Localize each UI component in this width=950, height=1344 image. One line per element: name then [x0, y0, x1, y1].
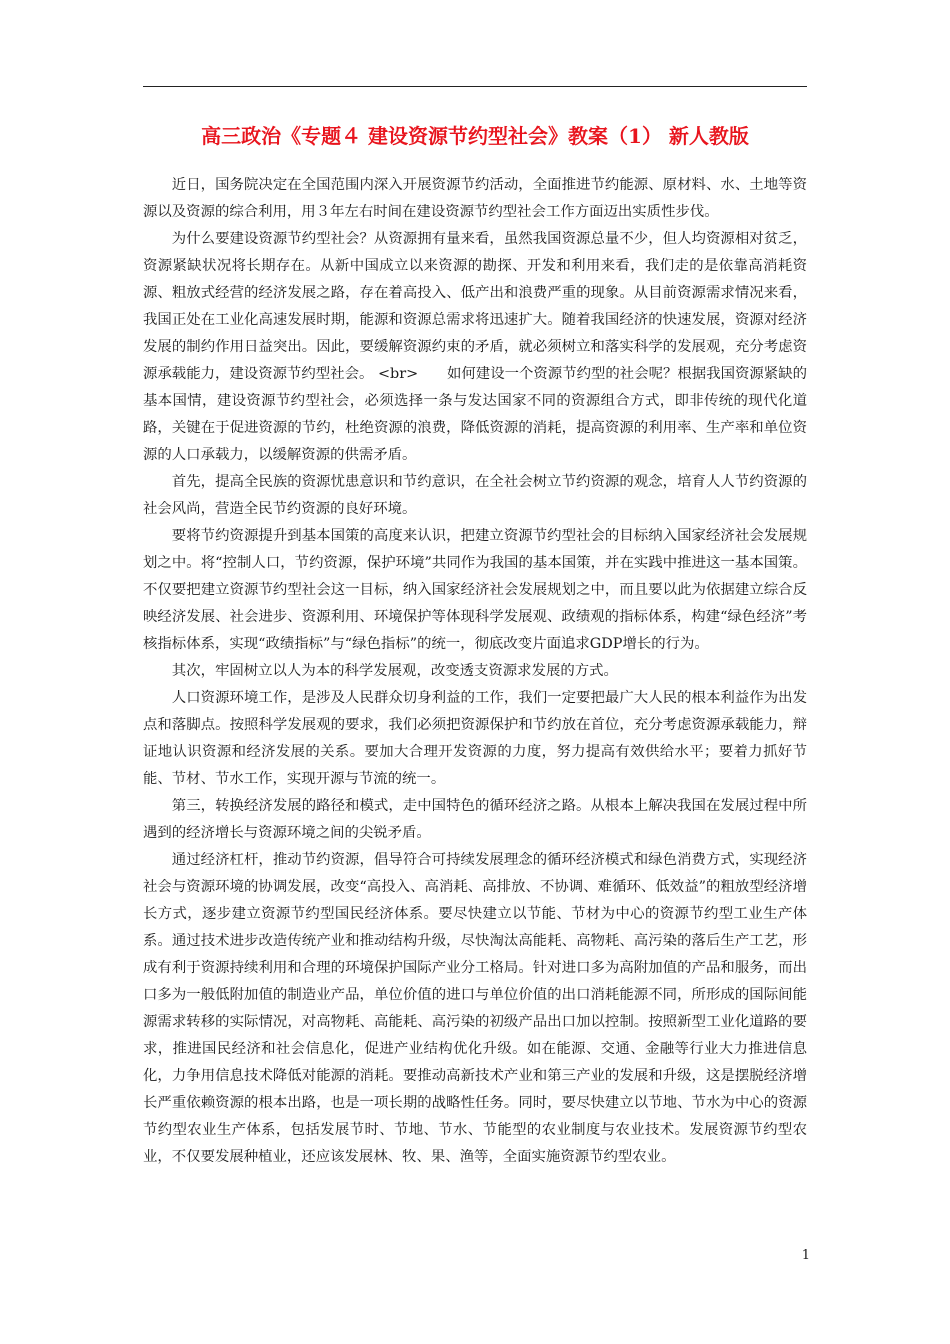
document-title: 高三政治《专题４ 建设资源节约型社会》教案（1） 新人教版: [201, 124, 749, 148]
paragraph-1: 近日，国务院决定在全国范围内深入开展资源节约活动，全面推进节约能源、原材料、水、土地等资源以及资源的综合利用，用３年左右时间在建设资源节约型社会工作方面迈出实质性步伐。: [143, 177, 807, 220]
paragraph-3: 首先，提高全民族的资源忧患意识和节约意识，在全社会树立节约资源的观念，培育人人节约资源的社会风尚，营造全民节约资源的良好环境。: [143, 474, 807, 517]
paragraph-8: 通过经济杠杆，推动节约资源，倡导符合可持续发展理念的循环经济模式和绿色消费方式，实现经济社会与资源环境的协调发展，改变“高投入、高消耗、高排放、不协调、难循环、低效益”的粗放型经济增长方式，逐步建立资源节约型国民经济体系。要尽快建立以节能、节材为中心的资源节约型工业生产体系。通过技术进步改造传统产业和推动结构升级，尽快淘汰高能耗、高物耗、高污染的落后生产工艺，形成有利于资源持续利用和合理的环境保护国际产业分工格局。针对进口多为高附加值的产品和服务，而出口多为一般低附加值的制造业产品，单位价值的进口与单位价值的出口消耗能源不同，所形成的国际间能源需求转移的实际情况，对高物耗、高能耗、高污染的初级产品出口加以控制。按照新型工业化道路的要求，推进国民经济和社会信息化，促进产业结构优化升级。如在能源、交通、金融等行业大力推进信息化，力争用信息技术降低对能源的消耗。要推动高新技术产业和第三产业的发展和升级，这是摆脱经济增长严重依赖资源的根本出路，也是一项长期的战略性任务。同时，要尽快建立以节地、节水为中心的资源节约型农业生产体系，包括发展节时、节地、节水、节能型的农业制度与农业技术。发展资源节约型农业，不仅要发展种植业，还应该发展林、牧、果、渔等，全面实施资源节约型农业。: [143, 852, 807, 1165]
page-number: 1: [801, 1248, 810, 1263]
paragraph-5: 其次，牢固树立以人为本的科学发展观，改变透支资源求发展的方式。: [171, 663, 618, 679]
paragraph-7: 第三，转换经济发展的路径和模式，走中国特色的循环经济之路。从根本上解决我国在发展过程中所遇到的经济增长与资源环境之间的尖锐矛盾。: [143, 798, 807, 841]
paragraph-2: 为什么要建设资源节约型社会？从资源拥有量来看，虽然我国资源总量不少，但人均资源相对贫乏，资源紧缺状况将长期存在。从新中国成立以来资源的勘探、开发和利用来看，我们走的是依靠高消耗资源、粗放式经营的经济发展之路，存在着高投入、低产出和浪费严重的现象。从目前资源需求情况来看，我国正处在工业化高速发展时期，能源和资源总需求将迅速扩大。随着我国经济的快速发展，资源对经济发展的制约作用日益突出。因此，要缓解资源约束的矛盾，就必须树立和落实科学的发展观，充分考虑资源承载能力，建设资源节约型社会。 <br> 如何建设一个资源节约型的社会呢？根据我国资源紧缺的基本国情，建设资源节约型社会，必须选择一条与发达国家不同的资源组合方式，即非传统的现代化道路，关键在于促进资源的节约，杜绝资源的浪费，降低资源的消耗，提高资源的利用率、生产率和单位资源的人口承载力，以缓解资源的供需矛盾。: [143, 231, 807, 463]
paragraph-6: 人口资源环境工作，是涉及人民群众切身利益的工作，我们一定要把最广大人民的根本利益作为出发点和落脚点。按照科学发展观的要求，我们必须把资源保护和节约放在首位，充分考虑资源承载能力，辩证地认识资源和经济发展的关系。要加大合理开发资源的力度，努力提高有效供给水平；要着力抓好节能、节材、节水工作，实现开源与节流的统一。: [143, 690, 807, 787]
paragraph-4: 要将节约资源提升到基本国策的高度来认识，把建立资源节约型社会的目标纳入国家经济社会发展规划之中。将“控制人口，节约资源，保护环境”共同作为我国的基本国策，并在实践中推进这一基本国策。不仅要把建立资源节约型社会这一目标，纳入国家经济社会发展规划之中，而且要以此为依据建立综合反映经济发展、社会进步、资源利用、环境保护等体现科学发展观、政绩观的指标体系，构建“绿色经济”考核指标体系，实现“政绩指标”与“绿色指标”的统一，彻底改变片面追求GDP增长的行为。: [143, 528, 807, 652]
header-rule: [143, 86, 807, 87]
document-body: [143, 172, 807, 1171]
